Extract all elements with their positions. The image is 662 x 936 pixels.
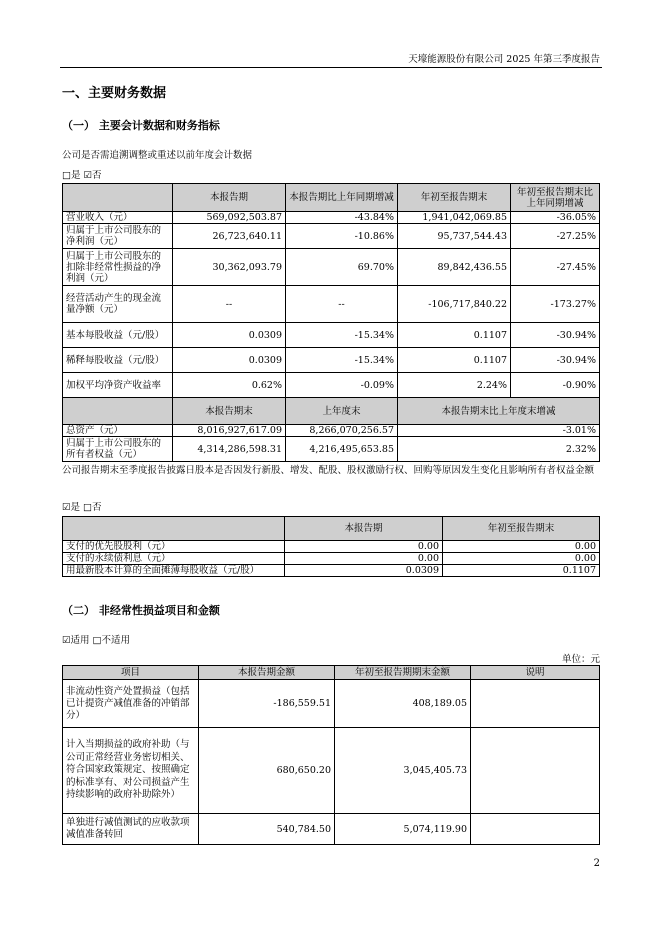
cell-value: 2.32%: [398, 437, 600, 462]
cell-value: 0.0309: [285, 565, 443, 577]
page-number: 2: [593, 858, 600, 869]
header-cell: 上年度末: [286, 398, 398, 425]
question-share-capital-options: ☑是 □否: [62, 502, 102, 513]
subsection-title-2: （二） 非经常性损益项目和金额: [62, 604, 220, 617]
cell-value: 1,941,042,069.85: [398, 212, 511, 224]
non-recurring-table: [62, 665, 600, 845]
cell-value: -0.90%: [511, 373, 600, 398]
cell-value: 0.0309: [173, 348, 286, 373]
cell-value: 30,362,093.79: [173, 249, 286, 286]
row-label: 支付的永续债利息（元）: [63, 553, 285, 565]
cell-note: [471, 814, 600, 845]
row-label: 经营活动产生的现金流量净额（元）: [63, 286, 173, 323]
table-row: [63, 323, 600, 348]
header-cell: 本报告期: [173, 184, 286, 212]
section-title: 一、主要财务数据: [62, 86, 167, 101]
table-row: [63, 437, 600, 462]
cell-value: 0.00: [443, 541, 600, 553]
cell-value: --: [173, 286, 286, 323]
header-cell: 本报告期比上年同期增减: [286, 184, 398, 212]
table-row: [63, 565, 600, 577]
table-subheader-row: [63, 398, 600, 425]
cell-value: -15.34%: [286, 348, 398, 373]
cell-value: -0.09%: [286, 373, 398, 398]
table-row: [63, 728, 600, 814]
table-row: [63, 814, 600, 845]
table-row: [63, 348, 600, 373]
cell-value: 0.00: [443, 553, 600, 565]
cell-value: -27.45%: [511, 249, 600, 286]
cell-value: 3,045,405.73: [335, 728, 471, 814]
header-cell: [63, 517, 285, 541]
table-row: [63, 541, 600, 553]
header-cell: 说明: [471, 666, 600, 680]
cell-value: 408,189.05: [335, 680, 471, 728]
row-label: 总资产（元）: [63, 425, 173, 437]
cell-value: -27.25%: [511, 224, 600, 249]
cell-note: [471, 728, 600, 814]
header-cell: 本报告期末比上年度末增减: [398, 398, 600, 425]
cell-value: 0.1107: [398, 323, 511, 348]
row-label: 用最新股本计算的全面摊薄每股收益（元/股）: [63, 565, 285, 577]
cell-value: 0.1107: [398, 348, 511, 373]
cell-value: -186,559.51: [199, 680, 335, 728]
table-row: [63, 224, 600, 249]
cell-value: -10.86%: [286, 224, 398, 249]
header-cell: [63, 184, 173, 212]
applicability-options: ☑适用 □不适用: [62, 635, 131, 646]
cell-value: 95,737,544.43: [398, 224, 511, 249]
header-cell: 年初至报告期末: [398, 184, 511, 212]
cell-value: -15.34%: [286, 323, 398, 348]
header-cell: 本报告期: [285, 517, 443, 541]
row-label: 基本每股收益（元/股）: [63, 323, 173, 348]
header-cell: 年初至报告期末: [443, 517, 600, 541]
cell-value: 4,216,495,653.85: [286, 437, 398, 462]
question-restate-options: □是 ☑否: [62, 170, 102, 181]
cell-value: 0.1107: [443, 565, 600, 577]
cell-value: -30.94%: [511, 323, 600, 348]
page-header: 天壕能源股份有限公司 2025 年第三季度报告: [408, 54, 600, 65]
header-cell: 本报告期金额: [199, 666, 335, 680]
table-row: [63, 680, 600, 728]
cell-value: 0.00: [285, 553, 443, 565]
table-row: [63, 425, 600, 437]
table-header-row: [63, 666, 600, 680]
cell-value: --: [286, 286, 398, 323]
header-cell: 本报告期末: [173, 398, 286, 425]
cell-value: -3.01%: [398, 425, 600, 437]
row-label: 稀释每股收益（元/股）: [63, 348, 173, 373]
row-label: 计入当期损益的政府补助（与公司正常经营业务密切相关、符合国家政策规定、按照确定的标准享有、对公司损益产生持续影响的政府补助除外）: [63, 728, 199, 814]
cell-value: 680,650.20: [199, 728, 335, 814]
cell-value: -43.84%: [286, 212, 398, 224]
header-divider: [60, 67, 602, 68]
cell-value: 69.70%: [286, 249, 398, 286]
cell-value: 0.0309: [173, 323, 286, 348]
cell-value: 8,016,927,617.09: [173, 425, 286, 437]
row-label: 支付的优先股股利（元）: [63, 541, 285, 553]
cell-value: 26,723,640.11: [173, 224, 286, 249]
table-row: [63, 249, 600, 286]
cell-value: 8,266,070,256.57: [286, 425, 398, 437]
table-row: [63, 286, 600, 323]
table-header-row: [63, 517, 600, 541]
table-row: [63, 553, 600, 565]
row-label: 营业收入（元）: [63, 212, 173, 224]
subsection-title-1: （一） 主要会计数据和财务指标: [62, 119, 220, 132]
cell-value: 0.00: [285, 541, 443, 553]
cell-value: 569,092,503.87: [173, 212, 286, 224]
row-label: 单独进行减值测试的应收款项减值准备转回: [63, 814, 199, 845]
cell-value: 89,842,436.55: [398, 249, 511, 286]
table-row: [63, 373, 600, 398]
row-label: 归属于上市公司股东的扣除非经常性损益的净利润（元）: [63, 249, 173, 286]
header-cell: [63, 398, 173, 425]
cell-note: [471, 680, 600, 728]
cell-value: -36.05%: [511, 212, 600, 224]
row-label: 非流动性资产处置损益（包括已计提资产减值准备的冲销部分）: [63, 680, 199, 728]
question-share-capital: 公司报告期末至季度报告披露日股本是否因发行新股、增发、配股、股权激励行权、回购等原因发生变化且影响所有者权益金额: [62, 465, 595, 476]
eps-table: [62, 516, 600, 577]
header-cell: 年初至报告期末比上年同期增减: [511, 184, 600, 212]
cell-value: 0.62%: [173, 373, 286, 398]
row-label: 归属于上市公司股东的所有者权益（元）: [63, 437, 173, 462]
row-label: 归属于上市公司股东的净利润（元）: [63, 224, 173, 249]
header-cell: 项目: [63, 666, 199, 680]
question-restate: 公司是否需追溯调整或重述以前年度会计数据: [62, 150, 253, 161]
table-header-row: [63, 184, 600, 212]
cell-value: -173.27%: [511, 286, 600, 323]
cell-value: -30.94%: [511, 348, 600, 373]
key-financial-table: [62, 183, 600, 462]
cell-value: 5,074,119.90: [335, 814, 471, 845]
unit-label: 单位：元: [561, 654, 600, 665]
header-cell: 年初至报告期期末金额: [335, 666, 471, 680]
cell-value: 4,314,286,598.31: [173, 437, 286, 462]
cell-value: 540,784.50: [199, 814, 335, 845]
cell-value: 2.24%: [398, 373, 511, 398]
cell-value: -106,717,840.22: [398, 286, 511, 323]
table-row: [63, 212, 600, 224]
row-label: 加权平均净资产收益率: [63, 373, 173, 398]
